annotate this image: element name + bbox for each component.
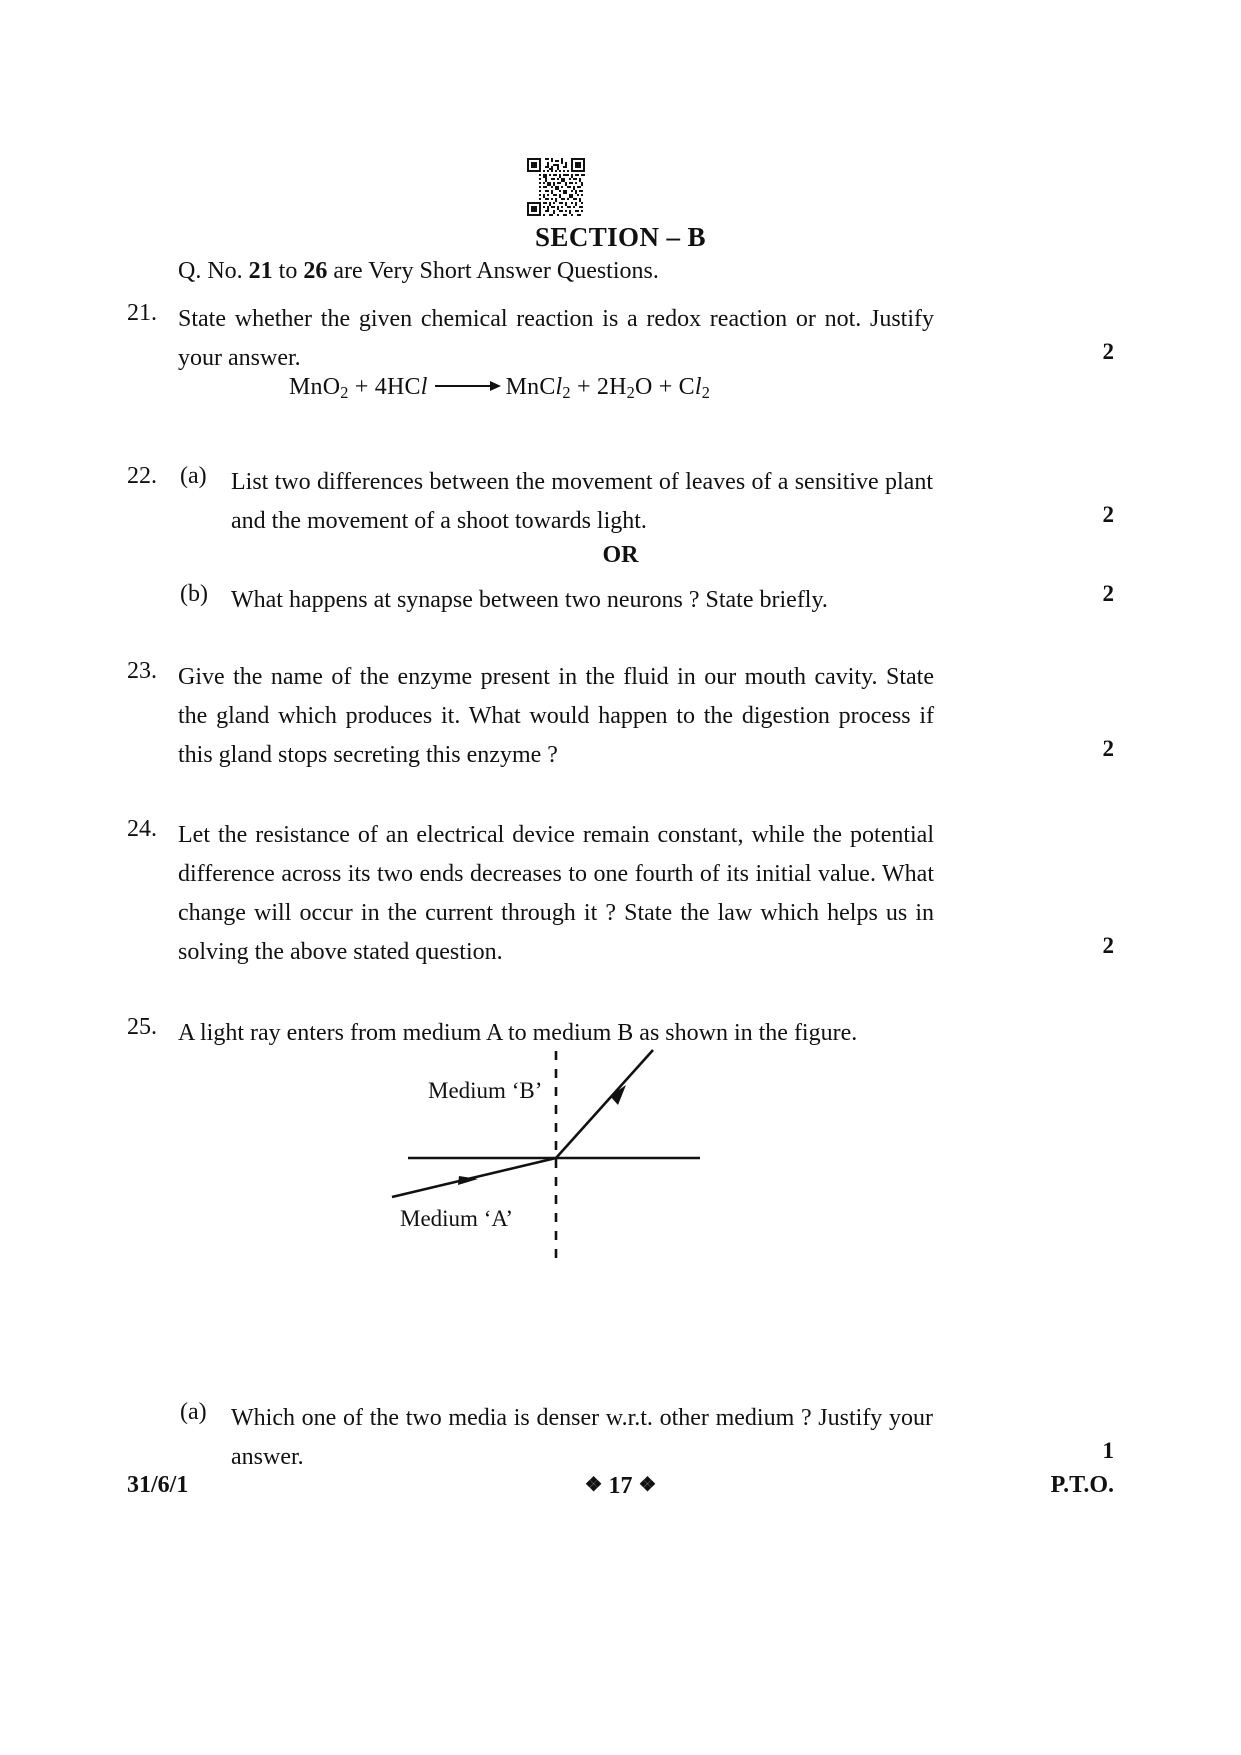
question-marks-22b: 2 xyxy=(1102,581,1114,606)
question-text-21: State whether the given chemical reaction is a redox reaction or not. Justify your answer. xyxy=(178,306,934,371)
instruction-mid: to xyxy=(272,258,304,284)
instruction-range-to: 26 xyxy=(303,258,328,284)
question-text-22a: List two differences between the movement of leaves of a sensitive plant and the movement of a shoot towards light. xyxy=(231,469,933,534)
question-number-23: 23. xyxy=(127,658,157,684)
question-text-25a: Which one of the two media is denser w.r.t. other medium ? Justify your answer. xyxy=(231,1405,933,1470)
question-text-24: Let the resistance of an electrical device remain constant, while the potential difference across its two ends decreases to one fourth of its initial value. What change will occur in the current through it ? State the law which helps us in solving the above stated question. xyxy=(178,822,934,965)
equation-rhs: MnCl$_2$ + $2H_2O + Cl_2$ xyxy=(505,374,711,403)
question-marks-25a: 1 xyxy=(1102,1438,1114,1463)
question-22-label-b: (b) xyxy=(180,581,208,607)
question-number-24: 24. xyxy=(127,816,157,842)
question-25-label-a: (a) xyxy=(180,1399,207,1425)
question-text-22b: What happens at synapse between two neurons ? State briefly. xyxy=(231,587,828,613)
question-text-25: A light ray enters from medium A to medium B as shown in the figure. xyxy=(178,1020,858,1046)
refraction-diagram xyxy=(370,1045,770,1270)
question-22-label-a: (a) xyxy=(180,463,207,489)
question-text-23: Give the name of the enzyme present in the fluid in our mouth cavity. State the gland which produces it. What would happen to the digestion process if this gland stops secreting this enzyme ? xyxy=(178,664,934,768)
ornament-left-icon: ❖ xyxy=(584,1474,603,1496)
question-marks-23: 2 xyxy=(1102,736,1114,761)
question-number-21: 21. xyxy=(127,300,157,326)
question-marks-24: 2 xyxy=(1102,933,1114,958)
equation-lhs: MnO$_2$ + 4HCl xyxy=(289,374,428,403)
figure-label-medium-a: Medium ‘A’ xyxy=(400,1206,514,1231)
instruction-line xyxy=(178,259,659,283)
footer-pto: P.T.O. xyxy=(1050,1472,1114,1498)
qr-code-icon xyxy=(527,158,585,216)
chemical-equation-21 xyxy=(289,374,710,403)
question-marks-21: 2 xyxy=(1102,339,1114,364)
figure-label-medium-b: Medium ‘B’ xyxy=(428,1078,543,1103)
footer-page-number: 17 xyxy=(608,1473,633,1499)
question-number-25: 25. xyxy=(127,1014,157,1040)
instruction-prefix: Q. No. xyxy=(178,258,249,284)
instruction-suffix: are Very Short Answer Questions. xyxy=(327,258,659,284)
reaction-arrow-icon xyxy=(435,380,501,392)
instruction-range-from: 21 xyxy=(248,258,273,284)
question-number-22: 22. xyxy=(127,463,157,489)
or-separator: OR xyxy=(602,542,639,568)
footer-paper-code: 31/6/1 xyxy=(127,1472,189,1498)
ornament-right-icon: ❖ xyxy=(638,1474,657,1496)
question-marks-22a: 2 xyxy=(1102,502,1114,527)
section-heading: SECTION – B xyxy=(535,222,706,252)
